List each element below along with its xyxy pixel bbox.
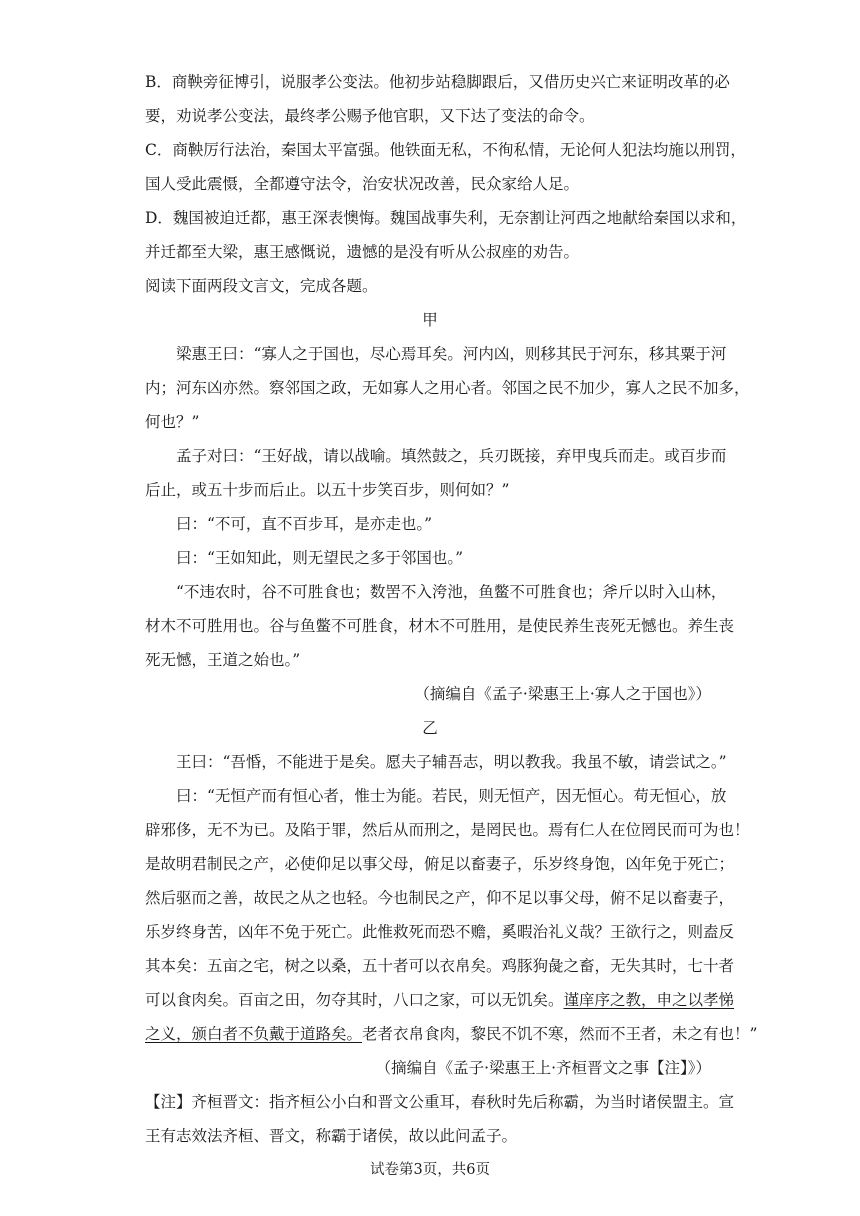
passage-jia-line: “不违农时，谷不可胜食也；数罟不入洿池，鱼鳖不可胜食也；斧斤以时入山林， — [176, 583, 727, 601]
underlined-sentence-part-1: 谨庠序之教，申之以孝悌 — [563, 991, 735, 1009]
passage-jia-line: 曰：“王如知此，则无望民之多于邻国也。” — [176, 549, 464, 567]
passage-jia-line: 内；河东凶亦然。察邻国之政，无如寡人之用心者。邻国之民不加少，寡人之民不加多， — [145, 379, 750, 397]
passage-yi-line: 其本矣：五亩之宅，树之以桑，五十者可以衣帛矣。鸡豚狗彘之畜，无失其时，七十者 — [145, 957, 735, 975]
passage-jia-line: 曰：“不可，直不百步耳，是亦走也。” — [176, 515, 433, 533]
passage-yi-line: 是故明君制民之产，必使仰足以事父母，俯足以畜妻子，乐岁终身饱，凶年免于死亡； — [145, 855, 735, 873]
option-b-line-1: B．商鞅旁征博引，说服孝公变法。他初步站稳脚跟后，又借历史兴亡来证明改革的必 — [145, 73, 730, 91]
passage-yi-source: （摘编自《孟子·梁惠王上·齐桓晋文之事【注】》） — [375, 1059, 711, 1077]
passage-yi-line: 乐岁终身苦，凶年不免于死亡。此惟救死而恐不赡，奚暇治礼义哉？王欲行之，则盍反 — [145, 923, 735, 941]
passage-jia-heading: 甲 — [422, 311, 438, 329]
option-c-line-2: 国人受此震慑，全都遵守法令，治安状况改善，民众家给人足。 — [145, 175, 580, 193]
option-d-line-1: D．魏国被迫迁都，惠王深表懊悔。魏国战事失利，无奈割让河西之地献给秦国以求和， — [145, 209, 747, 227]
passage-jia-line: 材木不可胜用也。谷与鱼鳖不可胜食，材木不可胜用，是使民养生丧死无憾也。养生丧 — [145, 617, 735, 635]
underlined-sentence-part-2: 之义，颁白者不负戴于道路矣。 — [145, 1025, 363, 1043]
passage-yi-line: 辟邪侈，无不为已。及陷于罪，然后从而刑之，是罔民也。焉有仁人在位罔民而可为也！ — [145, 821, 750, 839]
reading-instruction: 阅读下面两段文言文，完成各题。 — [145, 277, 378, 295]
passage-jia-line: 何也？” — [145, 413, 200, 431]
passage-jia-line: 梁惠王曰：“寡人之于国也，尽心焉耳矣。河内凶，则移其民于河东，移其粟于河 — [176, 345, 727, 363]
passage-jia-line: 死无憾，王道之始也。” — [145, 651, 301, 669]
passage-jia-line: 孟子对曰：“王好战，请以战喻。填然鼓之，兵刃既接，弃甲曳兵而走。或百步而 — [176, 447, 727, 465]
option-c-line-1: C．商鞅厉行法治，秦国太平富强。他铁面无私，不徇私情，无论何人犯法均施以刑罚， — [145, 141, 746, 159]
passage-jia-line: 后止，或五十步而后止。以五十步笑百步，则何如？” — [145, 481, 510, 499]
passage-yi-line — [145, 990, 734, 1010]
option-b-line-2: 要，劝说孝公变法，最终孝公赐予他官职，又下达了变法的命令。 — [145, 107, 595, 125]
passage-jia-source: （摘编自《孟子·梁惠王上·寡人之于国也》） — [414, 685, 711, 703]
annotation-note-line-1: 【注】齐桓晋文：指齐桓公小白和晋文公重耳，春秋时先后称霸，为当时诸侯盟主。宣 — [145, 1093, 735, 1111]
passage-yi-heading: 乙 — [422, 719, 438, 737]
passage-yi-text: 可以食肉矣。百亩之田，勿夺其时，八口之家，可以无饥矣。 — [145, 991, 564, 1009]
passage-yi-line: 然后驱而之善，故民之从之也轻。今也制民之产，仰不足以事父母，俯不足以畜妻子， — [145, 889, 735, 907]
option-d-line-2: 并迁都至大梁，惠王感慨说，遗憾的是没有听从公叔座的劝告。 — [145, 243, 580, 261]
passage-yi-line — [145, 1024, 757, 1044]
annotation-note-line-2: 王有志效法齐桓、晋文，称霸于诸侯，故以此问孟子。 — [145, 1127, 518, 1145]
page-footer: 试卷第3页，共6页 — [370, 1162, 490, 1178]
passage-yi-line: 曰：“无恒产而有恒心者，惟士为能。若民，则无恒产，因无恒心。苟无恒心，放 — [176, 787, 727, 805]
passage-yi-text: 老者衣帛食肉，黎民不饥不寒，然而不王者，未之有也！” — [362, 1025, 758, 1043]
passage-yi-line: 王曰：“吾惛，不能进于是矣。愿夫子辅吾志，明以教我。我虽不敏，请尝试之。” — [176, 753, 727, 771]
